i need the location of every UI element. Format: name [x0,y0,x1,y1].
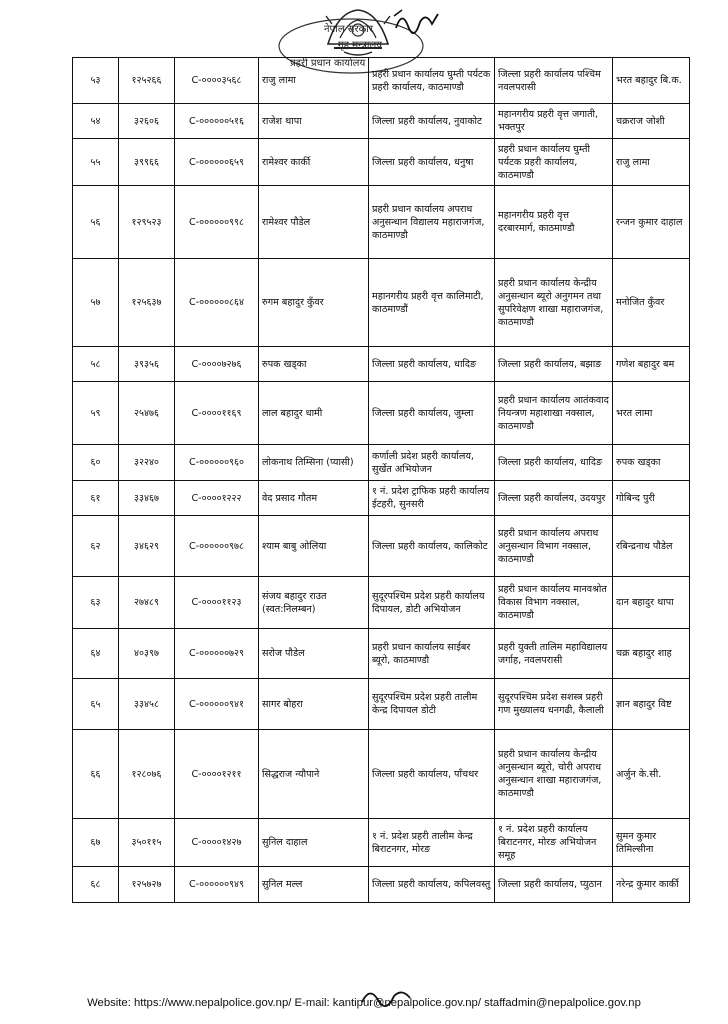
code-number: C-००००००८६४ [175,259,259,347]
current-office: कर्णाली प्रदेश प्रहरी कार्यालय, सुर्खेत अभियोजन [369,445,495,481]
police-id: ३३४६७ [119,481,175,516]
transfer-office: जिल्ला प्रहरी कार्यालय, बझाङ [495,347,613,382]
employee-name: श्याम बाबु ओलिया [259,516,369,577]
employee-name: रामेश्वर कार्की [259,139,369,186]
employee-name: सुनिल दाहाल [259,819,369,867]
table-row [73,516,690,577]
transfer-office: प्रहरी प्रधान कार्यालय केन्द्रीय अनुसन्धान ब्यूरो, चोरी अपराध अनुसन्धान शाखा महाराजगंज, काठमाण्डौ [495,730,613,819]
current-office: सुदूरपश्चिम प्रदेश प्रहरी कार्यालय दिपायल, डोटी अभियोजन [369,577,495,629]
current-office: प्रहरी प्रधान कार्यालय साईबर ब्यूरो, काठमाण्डौ [369,629,495,679]
current-office: सुदूरपश्चिम प्रदेश प्रहरी तालीम केन्द्र दिपायल डोटी [369,679,495,730]
signature [392,8,440,38]
code-number: C-००००००९९८ [175,186,259,259]
transfer-office: प्रहरी प्रधान कार्यालय आतंकवाद नियन्त्रण महाशाखा नक्साल, काठमाण्डौ [495,382,613,445]
code-number: C-००००००७२९ [175,629,259,679]
serial-number: ६५ [73,679,119,730]
table-row [73,347,690,382]
serial-number: ५३ [73,58,119,104]
serial-number: ६८ [73,867,119,903]
police-id: १२५७२७ [119,867,175,903]
table-row [73,679,690,730]
police-id: १२५६३७ [119,259,175,347]
table-row [73,104,690,139]
replacement-name: गणेश बहादुर बम [613,347,690,382]
serial-number: ६७ [73,819,119,867]
code-number: C-००००००६५९ [175,139,259,186]
transfer-office: महानगरीय प्रहरी वृत्त दरबारमार्ग, काठमाण्डौ [495,186,613,259]
replacement-name: सुमन कुमार तिमिल्सीना [613,819,690,867]
serial-number: ५५ [73,139,119,186]
police-id: ३३४५८ [119,679,175,730]
code-number: C-००००११२३ [175,577,259,629]
table-row [73,629,690,679]
current-office: जिल्ला प्रहरी कार्यालय, पाँचथर [369,730,495,819]
police-id: २५४७६ [119,382,175,445]
serial-number: ६६ [73,730,119,819]
replacement-name: भरत लामा [613,382,690,445]
table-body [73,58,690,903]
svg-text:प्रहरी प्रधान कार्यालय: प्रहरी प्रधान कार्यालय [290,58,366,69]
transfer-office: जिल्ला प्रहरी कार्यालय, प्युठान [495,867,613,903]
table-row [73,382,690,445]
code-number: C-००००१२२२ [175,481,259,516]
police-id: १२५२६६ [119,58,175,104]
employee-name: संजय बहादुर राउत (स्वत:निलम्बन) [259,577,369,629]
police-id: ३५०११५ [119,819,175,867]
employee-name: सरोज पौडेल [259,629,369,679]
table-row [73,445,690,481]
current-office: जिल्ला प्रहरी कार्यालय, कपिलवस्तु [369,867,495,903]
replacement-name: रन्जन कुमार दाहाल [613,186,690,259]
current-office: जिल्ला प्रहरी कार्यालय, नुवाकोट [369,104,495,139]
table-row [73,259,690,347]
current-office: जिल्ला प्रहरी कार्यालय, धादिङ [369,347,495,382]
replacement-name: गोबिन्द पुरी [613,481,690,516]
current-office: प्रहरी प्रधान कार्यालय घुम्ती पर्यटक प्रहरी कार्यालय, काठमाण्डौ [369,58,495,104]
current-office: जिल्ला प्रहरी कार्यालय, कालिकोट [369,516,495,577]
replacement-name: ज्ञान बहादुर विष्ट [613,679,690,730]
transfer-office: प्रहरी प्रधान कार्यालय मानवश्रोत विकास विभाग नक्साल, काठमाण्डौ [495,577,613,629]
employee-name: रामेश्वर पौडेल [259,186,369,259]
police-id: १२९५२३ [119,186,175,259]
current-office: जिल्ला प्रहरी कार्यालय, जुम्ला [369,382,495,445]
replacement-name: दान बहादुर थापा [613,577,690,629]
employee-name: रुगम बहादुर कुँवर [259,259,369,347]
table-row [73,577,690,629]
police-id: ४०३९७ [119,629,175,679]
code-number: C-००००११६९ [175,382,259,445]
employee-name: सुनिल मल्ल [259,867,369,903]
table-row [73,186,690,259]
code-number: C-००००१२११ [175,730,259,819]
employee-name: वेद प्रसाद गौतम [259,481,369,516]
code-number: C-००००१४२७ [175,819,259,867]
code-number: C-००००००९४९ [175,867,259,903]
serial-number: ६० [73,445,119,481]
replacement-name: चक्रराज जोशी [613,104,690,139]
serial-number: ५६ [73,186,119,259]
employee-name: राजेश थापा [259,104,369,139]
footer-contact: Website: https://www.nepalpolice.gov.np/ E-mail: kantipur@nepalpolice.gov.np/ staffadmin@nepalpolice.gov.np [87,997,641,1009]
employee-name: लोकनाथ तिम्सिना (प्यासी) [259,445,369,481]
replacement-name: चक्र बहादुर शाह [613,629,690,679]
transfer-office: प्रहरी प्रधान कार्यालय केन्द्रीय अनुसन्धान ब्यूरो अनुगमन तथा सुपरिवेक्षण शाखा महाराजगंज, काठमाण्डौ [495,259,613,347]
transfer-office: १ नं. प्रदेश प्रहरी कार्यालय बिराटनगर, मोरङ अभियोजन समूह [495,819,613,867]
police-id: २७४८९ [119,577,175,629]
transfer-office: जिल्ला प्रहरी कार्यालय पश्चिम नवलपरासी [495,58,613,104]
current-office: १ नं. प्रदेश ट्राफिक प्रहरी कार्यालय ईटहरी, सुनसरी [369,481,495,516]
police-id: ३२६०६ [119,104,175,139]
code-number: C-००००७२७६ [175,347,259,382]
serial-number: ५४ [73,104,119,139]
code-number: C-००००००५१६ [175,104,259,139]
employee-name: सिद्धराज न्यौपाने [259,730,369,819]
code-number: C-००००००९७८ [175,516,259,577]
current-office: १ नं. प्रदेश प्रहरी तालीम केन्द्र बिराटनगर, मोरङ [369,819,495,867]
transfer-office: प्रहरी प्रधान कार्यालय घुम्ती पर्यटक प्रहरी कार्यालय, काठमाण्डौ [495,139,613,186]
transfer-office: जिल्ला प्रहरी कार्यालय, धादिङ [495,445,613,481]
code-number: C-००००३५६८ [175,58,259,104]
police-id: ३९३५६ [119,347,175,382]
replacement-name: मनोजित कुँवर [613,259,690,347]
code-number: C-००००००९४१ [175,679,259,730]
table-row [73,819,690,867]
serial-number: ५७ [73,259,119,347]
svg-text:नेपाल सरकार: नेपाल सरकार [324,24,373,35]
replacement-name: भरत बहादुर बि.क. [613,58,690,104]
code-number: C-००००००९६० [175,445,259,481]
replacement-name: रुपक खड्का [613,445,690,481]
employee-name: रुपक खड्का [259,347,369,382]
serial-number: ६२ [73,516,119,577]
employee-name: सागर बोहरा [259,679,369,730]
replacement-name: राजु लामा [613,139,690,186]
replacement-name: रबिन्द्रनाथ पौडेल [613,516,690,577]
table-row [73,139,690,186]
police-id: १२८०७६ [119,730,175,819]
transfer-table [72,57,690,903]
serial-number: ५९ [73,382,119,445]
table-row [73,730,690,819]
current-office: जिल्ला प्रहरी कार्यालय, धनुषा [369,139,495,186]
serial-number: ६३ [73,577,119,629]
serial-number: ६१ [73,481,119,516]
replacement-name: नरेन्द्र कुमार कार्की [613,867,690,903]
police-id: ३२२४० [119,445,175,481]
transfer-office: सुदूरपश्चिम प्रदेश सशस्त्र प्रहरी गण मुख्यालय धनगढी, कैलाली [495,679,613,730]
employee-name: राजु लामा [259,58,369,104]
transfer-office: महानगरीय प्रहरी वृत्त जगाती, भक्तपुर [495,104,613,139]
serial-number: ५८ [73,347,119,382]
transfer-office: प्रहरी युक्ती तालिम महाविद्यालय जर्गाह, नवलपरासी [495,629,613,679]
current-office: प्रहरी प्रधान कार्यालय अपराध अनुसन्धान विद्यालय महाराजगंज, काठमाण्डौ [369,186,495,259]
transfer-office: जिल्ला प्रहरी कार्यालय, उदयपुर [495,481,613,516]
current-office: महानगरीय प्रहरी वृत्त कालिमाटी, काठमाण्डौं [369,259,495,347]
serial-number: ६४ [73,629,119,679]
table-row [73,481,690,516]
police-id: ३९९६६ [119,139,175,186]
employee-name: लाल बहादुर धामी [259,382,369,445]
table-row [73,58,690,104]
replacement-name: अर्जुन के.सी. [613,730,690,819]
svg-text:गृह मन्त्रालय: गृह मन्त्रालय [338,40,383,51]
table-row [73,867,690,903]
police-id: ३४६२९ [119,516,175,577]
transfer-office: प्रहरी प्रधान कार्यालय अपराध अनुसन्धान विभाग नक्साल, काठमाण्डौ [495,516,613,577]
